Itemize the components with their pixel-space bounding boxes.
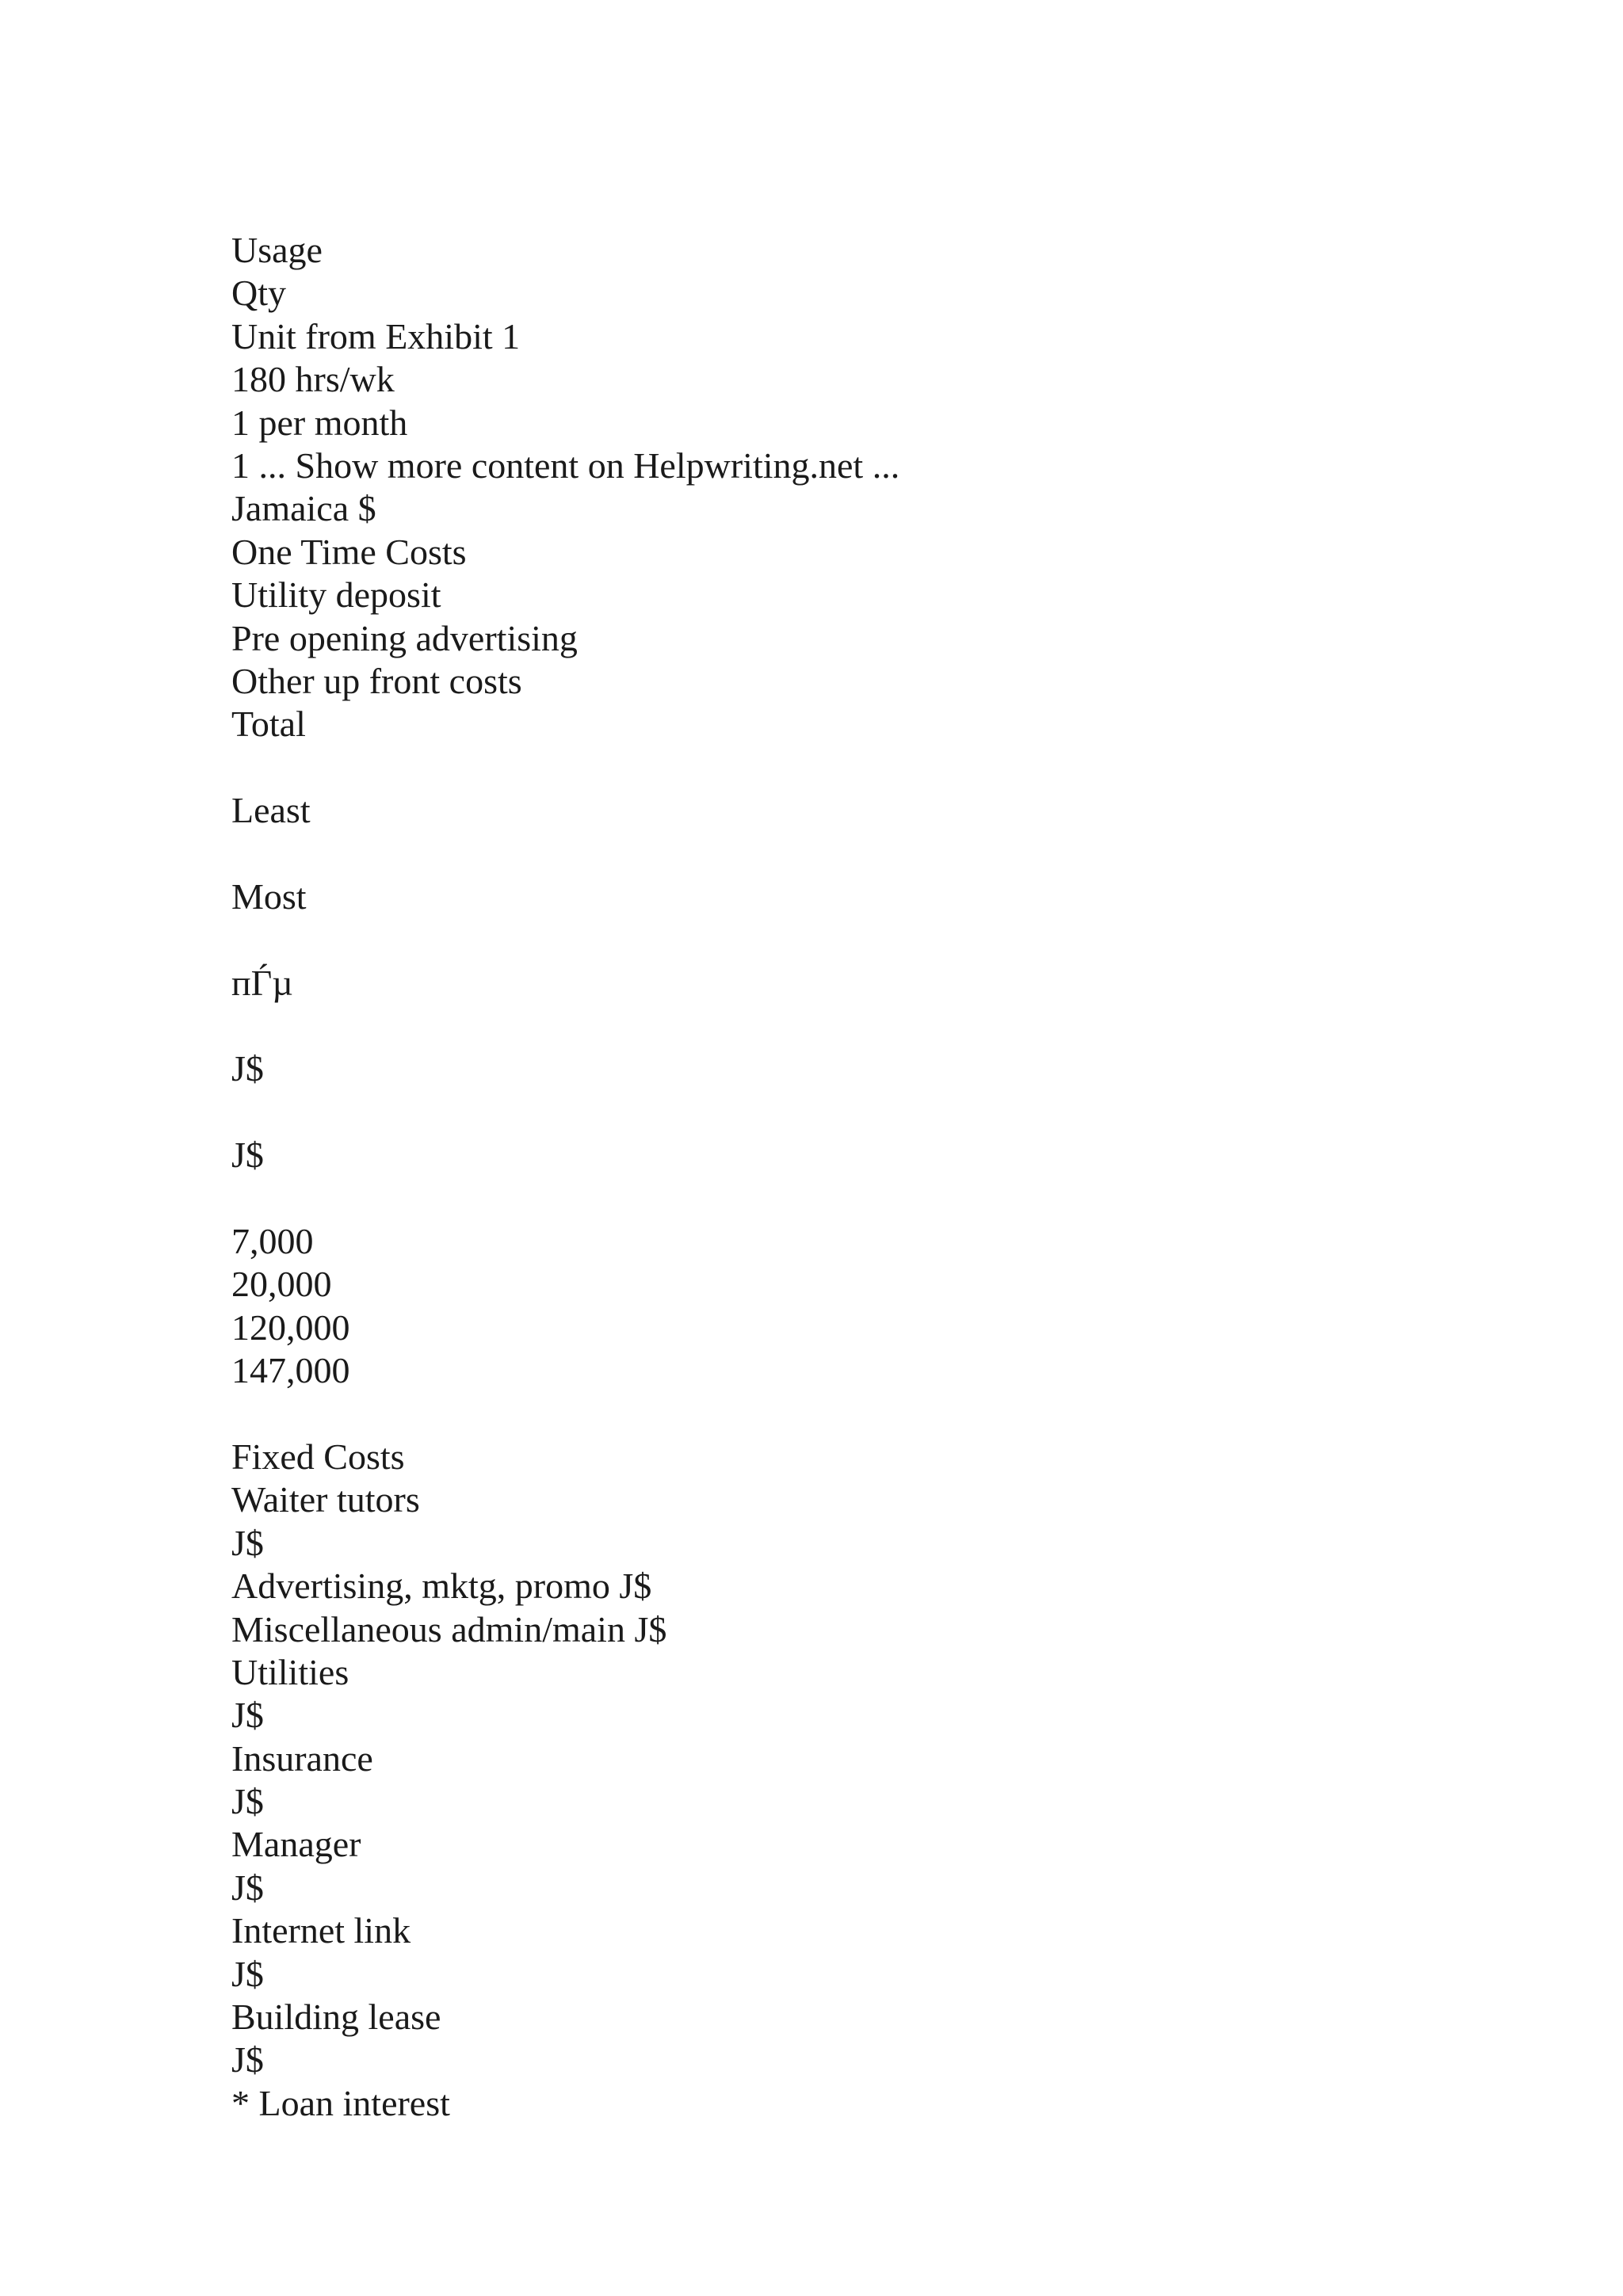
fixed-cost-line: Manager	[231, 1824, 361, 1865]
one-time-value: 120,000	[231, 1306, 350, 1348]
blank-line	[231, 832, 1499, 875]
fixed-cost-line: Building lease	[231, 1997, 441, 2038]
fixed-cost-line: Advertising, mktg, promo J$	[231, 1566, 652, 1607]
blank-line	[231, 918, 1499, 961]
one-time-total-value: 147,000	[231, 1350, 350, 1391]
blank-line	[231, 746, 1499, 789]
fixed-cost-line: J$	[231, 1522, 264, 1563]
one-time-costs-heading: One Time Costs	[231, 531, 467, 572]
fixed-cost-line: Miscellaneous admin/main J$	[231, 1608, 667, 1650]
fixed-cost-line: J$	[231, 1867, 264, 1908]
currency-j-1: J$	[231, 1048, 264, 1089]
unit-label: Unit from Exhibit 1	[231, 315, 521, 357]
document-text	[231, 229, 1499, 2125]
blank-line	[231, 1091, 1499, 1134]
fixed-cost-line: Waiter tutors	[231, 1479, 420, 1520]
qty-label: Qty	[231, 273, 286, 314]
currency-j-2: J$	[231, 1135, 264, 1176]
fixed-cost-line: J$	[231, 1781, 264, 1822]
blank-line	[231, 1005, 1499, 1047]
one-time-cost-total: Total	[231, 704, 306, 745]
fixed-cost-line: J$	[231, 1695, 264, 1736]
fixed-cost-line: Insurance	[231, 1737, 373, 1779]
show-more-text: 1 ... Show more content on Helpwriting.net ...	[231, 444, 900, 486]
most-label: Most	[231, 875, 307, 917]
blank-line	[231, 1393, 1499, 1436]
fixed-cost-line: Utilities	[231, 1651, 349, 1692]
fixed-cost-line: J$	[231, 1953, 264, 1994]
currency-label: Jamaica $	[231, 488, 376, 529]
fixed-cost-line: * Loan interest	[231, 2082, 450, 2123]
one-time-value: 7,000	[231, 1220, 314, 1261]
one-time-cost-item: Pre opening advertising	[231, 617, 578, 658]
garbled-symbol: пЃµ	[231, 962, 293, 1003]
usage-label: Usage	[231, 230, 323, 270]
one-time-value: 20,000	[231, 1264, 332, 1305]
one-time-cost-item: Other up front costs	[231, 660, 522, 701]
one-time-cost-item: Utility deposit	[231, 574, 441, 616]
fixed-costs-heading: Fixed Costs	[231, 1436, 405, 1477]
fixed-cost-line: J$	[231, 2039, 264, 2081]
per-month: 1 per month	[231, 402, 408, 443]
hours-per-week: 180 hrs/wk	[231, 359, 395, 400]
blank-line	[231, 1177, 1499, 1220]
least-label: Least	[231, 790, 311, 831]
fixed-cost-line: Internet link	[231, 1910, 411, 1951]
